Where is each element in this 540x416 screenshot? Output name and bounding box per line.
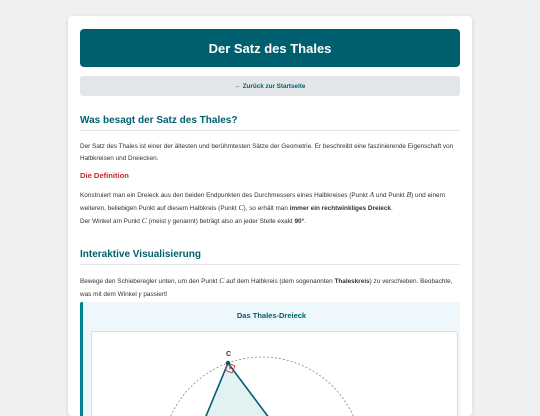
thaleskreis-term: Thaleskreis [334, 278, 370, 285]
section-heading-what: Was besagt der Satz des Thales? [80, 115, 460, 131]
gamma-symbol: γ [167, 216, 171, 225]
angle-value: 90° [294, 218, 305, 225]
point-b-symbol: B [406, 190, 412, 199]
section-heading-visualization: Interaktive Visualisierung [80, 249, 460, 265]
thales-canvas[interactable] [91, 331, 458, 416]
definition-emphasis: immer ein rechtwinkliges Dreieck [289, 204, 391, 212]
point-c-symbol: C [238, 202, 244, 212]
point-a-symbol: A [369, 190, 375, 199]
thales-triangle [187, 363, 302, 416]
angle-paragraph: Der Winkel am Punkt C (meist γ genannt) beträgt also an jeder Stelle exakt 90°. [80, 216, 306, 225]
point-c-handle [226, 361, 230, 365]
main-card [68, 16, 472, 416]
page-title: Der Satz des Thales [80, 29, 460, 67]
visualization-title: Das Thales-Dreieck [236, 311, 307, 320]
back-to-home-button[interactable]: ← Zurück zur Startseite [80, 76, 460, 96]
visualization-box [80, 302, 460, 416]
thales-diagram [92, 332, 457, 416]
point-c-label: C [226, 351, 232, 358]
visualization-instructions: Bewege den Schieberegler unten, um den Punkt C auf dem Halbkreis (dem sogenannten Thaleskreis) zu verschieben. Beobachte, was mit dem Winkel γ passiert! [80, 276, 453, 298]
definition-paragraph: Konstruiert man ein Dreieck aus den beiden Endpunkten des Durchmessers eines Halbkreises (Punkt A und Punkt B) und einem weiteren, beliebigen Punkt auf diesem Halbkreis (Punkt C), so erhält man immer ein rechtwinkliges Dreieck. [80, 190, 445, 212]
intro-paragraph: Der Satz des Thales ist einer der ältesten und berühmtesten Sätze der Geometrie. Er beschreibt eine faszinierende Eigenschaft von Halbkreisen und Dreiecken. [80, 143, 454, 162]
right-angle-dot [229, 367, 231, 369]
thales-circle [162, 357, 362, 416]
definition-heading: Die Definition [80, 171, 129, 180]
